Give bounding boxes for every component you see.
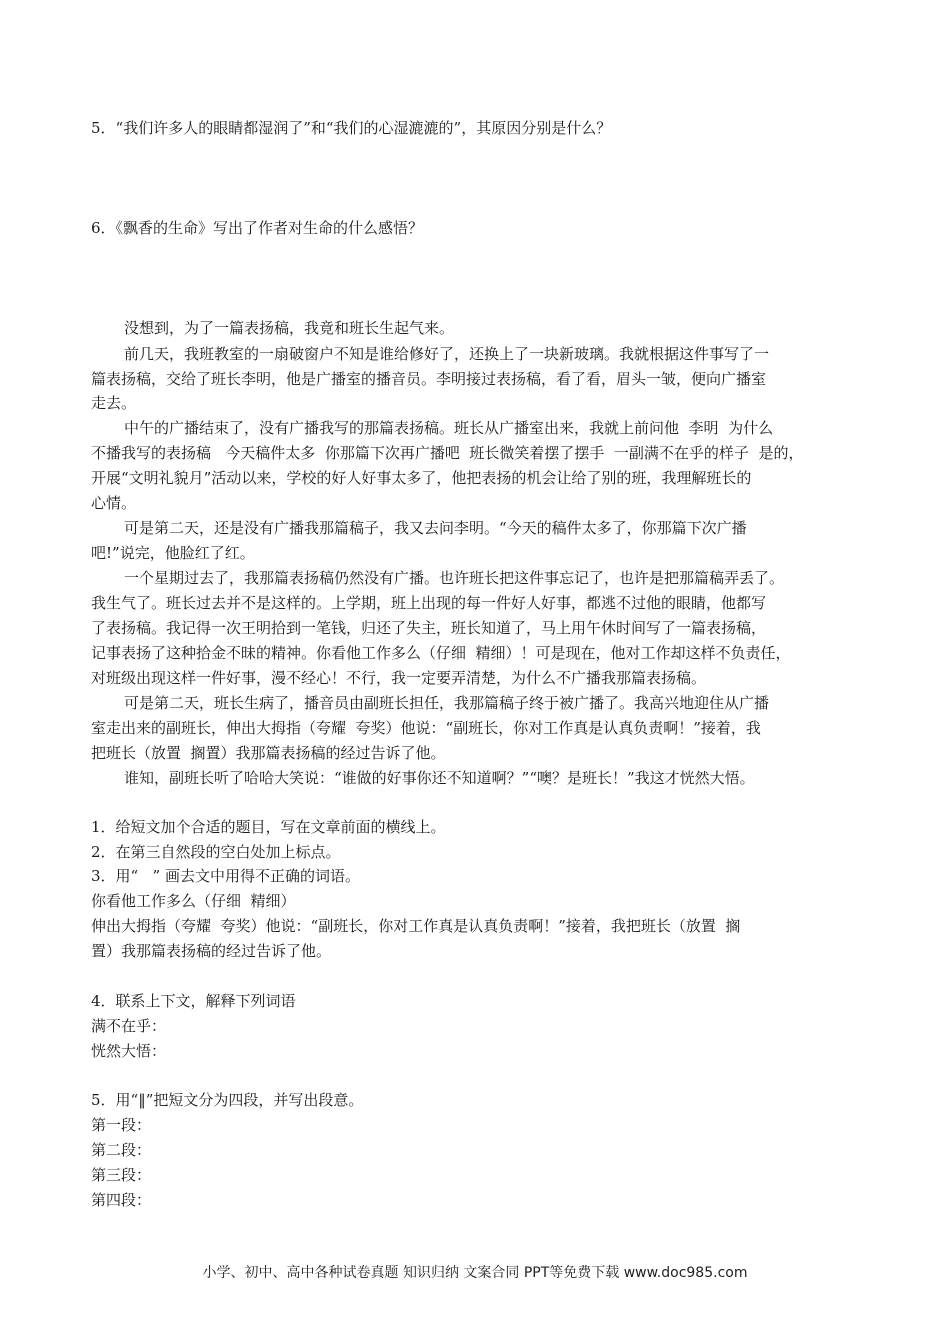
question-6-top: 6．《飘香的生命》写出了作者对生命的什么感悟？	[91, 219, 424, 237]
passage-line: 我生气了。班长过去并不是这样的。上学期，班上出现的每一件好人好事，都逃不过他的眼睛，他都写	[91, 594, 767, 612]
passage-line: 记事表扬了这种拾金不昧的精神。你看他工作多么（仔细 精细）！可是现在，他对工作却这样不负责任，	[91, 644, 791, 662]
question-3-item: 置）我那篇表扬稿的经过告诉了他。	[91, 942, 332, 960]
question-3: 3．用“ ” 画去文中用得不正确的词语。	[91, 867, 360, 885]
passage-line: 把班长（放置 搁置）我那篇表扬稿的经过告诉了他。	[91, 744, 446, 762]
question-1: 1．给短文加个合适的题目，写在文章前面的横线上。	[91, 818, 446, 836]
passage-line: 可是第二天，班长生病了，播音员由副班长担任，我那篇稿子终于被广播了。我高兴地迎住从广播	[124, 694, 770, 712]
question-5-item: 第三段：	[91, 1166, 152, 1184]
passage-line: 可是第二天，还是没有广播我那篇稿子，我又去问李明。“今天的稿件太多了，你那篇下次广播	[124, 519, 747, 537]
passage-line: 前几天，我班教室的一扇破窗户不知是谁给修好了，还换上了一块新玻璃。我就根据这件事写了一	[124, 345, 770, 363]
passage-line: 谁知，副班长听了哈哈大笑说：“谁做的好事你还不知道啊？”“噢？是班长！”我这才恍然大悟。	[124, 769, 755, 787]
question-4-item: 满不在乎：	[91, 1017, 167, 1035]
passage-line: 一个星期过去了，我那篇表扬稿仍然没有广播。也许班长把这件事忘记了，也许是把那篇稿弄丢了。	[124, 569, 785, 587]
passage-line: 没想到，为了一篇表扬稿，我竟和班长生起气来。	[124, 319, 455, 337]
question-2: 2．在第三自然段的空白处加上标点。	[91, 843, 341, 861]
question-5-item: 第四段：	[91, 1191, 152, 1209]
question-5: 5．用“‖”把短文分为四段，并写出段意。	[91, 1091, 364, 1109]
passage-line: 走去。	[91, 394, 137, 412]
passage-line: 了表扬稿。我记得一次王明拾到一笔钱，归还了失主，班长知道了，马上用午休时间写了一篇表扬稿，	[91, 619, 767, 637]
passage-line: 不播我写的表扬稿 今天稿件太多 你那篇下次再广播吧 班长微笑着摆了摆手 一副满不在乎的样子 是的，	[91, 444, 804, 462]
passage-line: 吧!”说完，他脸红了红。	[91, 544, 255, 562]
question-5-item: 第一段：	[91, 1116, 152, 1134]
question-3-item: 你看他工作多么（仔细 精细）	[91, 892, 296, 910]
page-footer: 小学、初中、高中各种试卷真题 知识归纳 文案合同 PPT等免费下载 www.doc985.com	[202, 1265, 748, 1281]
passage-line: 开展“文明礼貌月”活动以来，学校的好人好事太多了，他把表扬的机会让给了别的班，我理解班长的	[91, 469, 752, 487]
passage-line: 篇表扬稿，交给了班长李明，他是广播室的播音员。李明接过表扬稿，看了看，眉头一皱，便向广播室	[91, 370, 767, 388]
question-5-item: 第二段：	[91, 1141, 152, 1159]
question-4-item: 恍然大悟：	[91, 1042, 167, 1060]
question-3-item: 伸出大拇指（夸耀 夸奖）他说：“副班长，你对工作真是认真负责啊！”接着，我把班长（放置 搁	[91, 917, 741, 935]
passage-line: 对班级出现这样一件好事，漫不经心！不行，我一定要弄清楚，为什么不广播我那篇表扬稿。	[91, 669, 707, 687]
passage-line: 心情。	[91, 494, 137, 512]
question-5-top: 5．“我们许多人的眼睛都湿润了”和“我们的心湿漉漉的”，其原因分别是什么？	[91, 119, 612, 137]
passage-line: 室走出来的副班长，伸出大拇指（夸耀 夸奖）他说：“副班长，你对工作真是认真负责啊！”接着，我	[91, 719, 761, 737]
question-4: 4．联系上下文，解释下列词语	[91, 992, 296, 1010]
passage-line: 中午的广播结束了，没有广播我写的那篇表扬稿。班长从广播室出来，我就上前问他 李明 为什么	[124, 419, 774, 437]
